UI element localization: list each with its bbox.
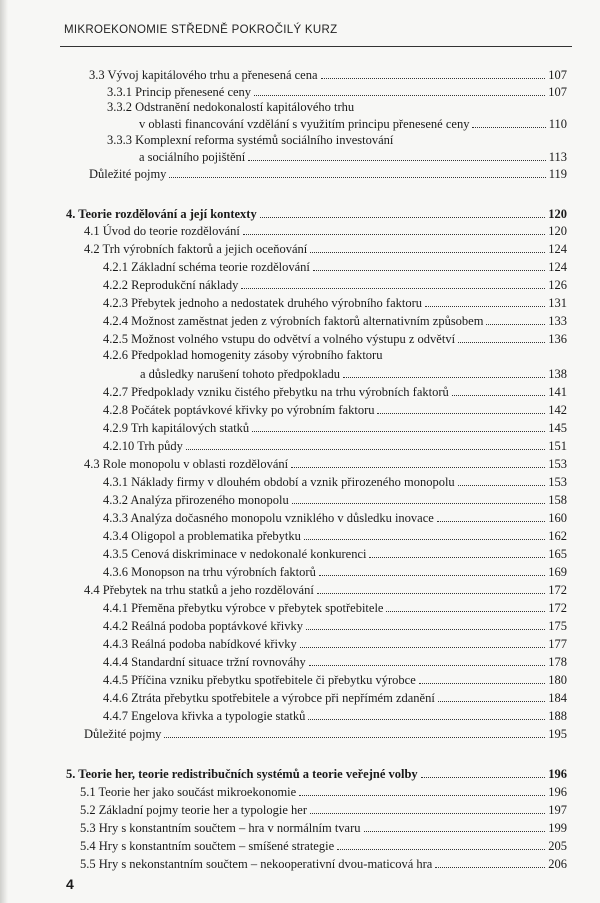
toc-entry: 5.2 Základní pojmy teorie her a typologie her 197 bbox=[80, 803, 567, 817]
toc-entry: Důležité pojmy 195 bbox=[84, 727, 567, 741]
toc-entry: 4.3.4 Oligopol a problematika přebytku 162 bbox=[103, 529, 567, 543]
toc-entry: 4.3.6 Monopson na trhu výrobních faktorů 169 bbox=[103, 565, 567, 579]
toc-entry: 5.4 Hry s konstantním součtem – smíšené strategie 205 bbox=[80, 839, 567, 853]
toc-entry: Důležité pojmy 119 bbox=[89, 167, 567, 181]
toc-entry: 4.4.5 Příčina vzniku přebytku spotřebitele či přebytku výrobce 180 bbox=[103, 673, 567, 687]
header-rule bbox=[60, 46, 572, 47]
toc-entry: 3.3.3 Komplexní reforma systémů sociálního investování bbox=[107, 133, 394, 147]
toc-entry: 3.3 Vývoj kapitálového trhu a přenesená cena 107 bbox=[89, 68, 567, 82]
toc-entry-continuation: a důsledky narušení tohoto předpokladu 138 bbox=[140, 367, 567, 381]
toc-entry: 4.3 Role monopolu v oblasti rozdělování 153 bbox=[84, 457, 567, 471]
toc-entry: 4.4.3 Reálná podoba nabídkové křivky 177 bbox=[103, 637, 567, 651]
toc-entry: 3.3.1 Princip přenesené ceny 107 bbox=[107, 85, 567, 99]
toc-entry: 5.1 Teorie her jako součást mikroekonomie 196 bbox=[80, 785, 567, 799]
toc-chapter: 4. Teorie rozdělování a její kontexty 120 bbox=[66, 207, 567, 221]
toc-entry: 4.3.1 Náklady firmy v dlouhém období a vznik přirozeného monopolu 153 bbox=[103, 475, 567, 489]
toc-entry: 4.2.9 Trh kapitálových statků 145 bbox=[103, 421, 567, 435]
toc-entry: 4.2.2 Reprodukční náklady 126 bbox=[103, 278, 567, 292]
toc-entry: 4.2.1 Základní schéma teorie rozdělování 124 bbox=[103, 260, 567, 274]
toc-entry: 4.1 Úvod do teorie rozdělování 120 bbox=[84, 224, 567, 238]
toc-chapter: 5. Teorie her, teorie redistribučních systémů a teorie veřejné volby 196 bbox=[66, 767, 567, 781]
toc-entry: 4.3.3 Analýza dočasného monopolu vzniklého v důsledku inovace 160 bbox=[103, 511, 567, 525]
toc-entry: 4.3.2 Analýza přirozeného monopolu 158 bbox=[103, 493, 567, 507]
toc-entry: 4.2.6 Předpoklad homogenity zásoby výrobního faktoru bbox=[103, 348, 383, 362]
toc-entry-continuation: v oblasti financování vzdělání s využitím principu přenesené ceny 110 bbox=[139, 117, 567, 131]
toc-entry: 4.2.3 Přebytek jednoho a nedostatek druhého výrobního faktoru 131 bbox=[103, 296, 567, 310]
toc-entry: 4.4.2 Reálná podoba poptávkové křivky 175 bbox=[103, 619, 567, 633]
toc-entry: 4.3.5 Cenová diskriminace v nedokonalé konkurenci 165 bbox=[103, 547, 567, 561]
toc-entry: 3.3.2 Odstranění nedokonalostí kapitálového trhu bbox=[107, 100, 355, 114]
toc-entry: 4.2.5 Možnost volného vstupu do odvětví a volného výstupu z odvětví 136 bbox=[103, 332, 567, 346]
page-number: 4 bbox=[66, 876, 74, 892]
toc-entry: 4.2.4 Možnost zaměstnat jeden z výrobních faktorů alternativním způsobem 133 bbox=[103, 314, 567, 328]
toc-entry: 4.2.8 Počátek poptávkové křivky po výrobním faktoru 142 bbox=[103, 403, 567, 417]
toc-entry: 4.4.7 Engelova křivka a typologie statků 188 bbox=[103, 709, 567, 723]
toc-entry: 5.5 Hry s nekonstantním součtem – nekooperativní dvou-maticová hra 206 bbox=[80, 857, 567, 871]
toc-entry: 4.2 Trh výrobních faktorů a jejich oceňování 124 bbox=[84, 242, 567, 256]
toc-entry: 4.2.10 Trh půdy 151 bbox=[103, 439, 567, 453]
toc-entry: 4.2.7 Předpoklady vzniku čistého přebytku na trhu výrobních faktorů 141 bbox=[103, 385, 567, 399]
toc-entry: 4.4 Přebytek na trhu statků a jeho rozdělování 172 bbox=[84, 583, 567, 597]
running-header: MIKROEKONOMIE STŘEDNĚ POKROČILÝ KURZ bbox=[64, 24, 338, 36]
page-fold-shadow bbox=[0, 0, 8, 903]
toc-entry: 4.4.4 Standardní situace tržní rovnováhy 178 bbox=[103, 655, 567, 669]
toc-entry-continuation: a sociálního pojištění 113 bbox=[139, 150, 567, 164]
toc-entry: 5.3 Hry s konstantním součtem – hra v normálním tvaru 199 bbox=[80, 821, 567, 835]
toc-entry: 4.4.1 Přeměna přebytku výrobce v přebytek spotřebitele 172 bbox=[103, 601, 567, 615]
toc-entry: 4.4.6 Ztráta přebytku spotřebitele a výrobce při nepřímém zdanění 184 bbox=[103, 691, 567, 705]
